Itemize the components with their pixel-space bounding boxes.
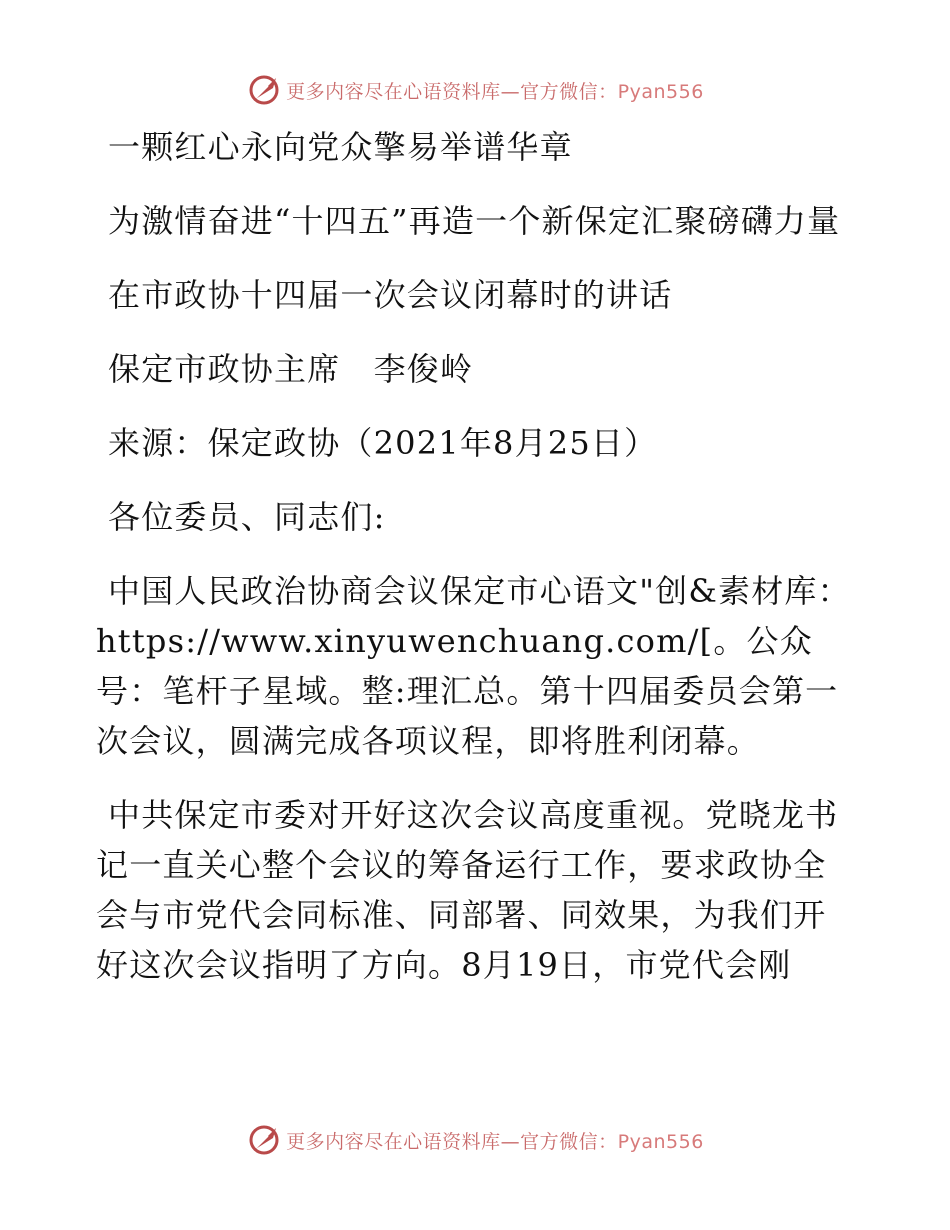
quill-seal-icon bbox=[246, 72, 282, 108]
speaker-line: 保定市政协主席 李俊岭 bbox=[108, 350, 474, 388]
salutation: 各位委员、同志们: bbox=[108, 498, 386, 536]
speech-subtitle: 在市政协十四届一次会议闭幕时的讲话 bbox=[108, 276, 673, 314]
banner-text: 更多内容尽在心语资料库—官方微信：Pyan556 bbox=[286, 80, 704, 103]
title-line-2: 为激情奋进“十四五”再造一个新保定汇聚磅礴力量 bbox=[108, 202, 841, 240]
wechat-id: Pyan556 bbox=[617, 1130, 704, 1153]
document-body bbox=[96, 122, 856, 1014]
title-line-1: 一颗红心永向党众擎易举谱华章 bbox=[108, 128, 573, 166]
footer-banner bbox=[0, 1120, 950, 1160]
source-line: 来源：保定政协（2021年8月25日） bbox=[108, 424, 658, 462]
banner-text: 更多内容尽在心语资料库—官方微信：Pyan556 bbox=[286, 1130, 704, 1153]
body-paragraph: 中国人民政治协商会议保定市心语文"创&素材库：https://www.xinyuwenchuang.com/[。公众号：笔杆子星域。整:理汇总。第十四届委员会第一次会议，圆满完成各项议程，即将胜利闭幕。 bbox=[96, 572, 851, 760]
wechat-id: Pyan556 bbox=[617, 80, 704, 103]
quill-seal-icon bbox=[246, 1122, 282, 1158]
header-banner bbox=[0, 70, 950, 110]
body-paragraph: 中共保定市委对开好这次会议高度重视。党晓龙书记一直关心整个会议的筹备运行工作，要求政协全会与市党代会同标准、同部署、同效果，为我们开好这次会议指明了方向。8月19日，市党代会刚 bbox=[96, 796, 839, 984]
